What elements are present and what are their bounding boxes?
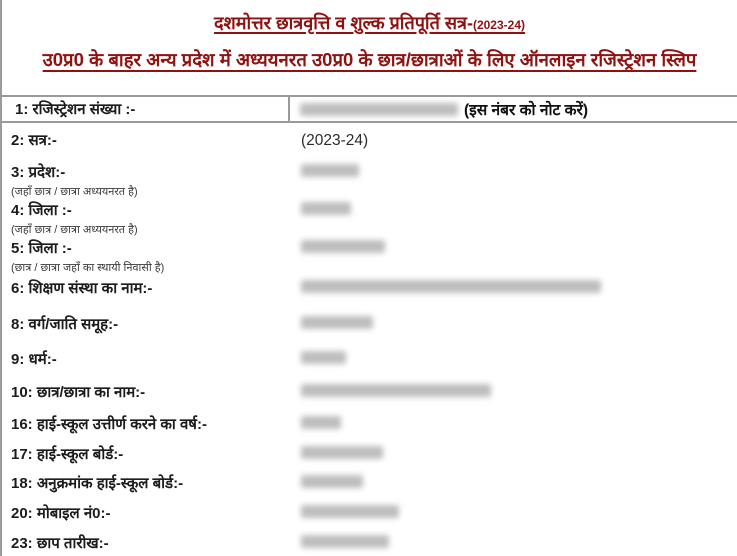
form-row-caste-group — [2, 307, 737, 342]
row-value — [290, 97, 737, 121]
row-label: 6: शिक्षण संस्था का नाम:- — [11, 280, 153, 297]
row-label: 5: जिला :- — [11, 240, 72, 257]
registration-note: (इस नंबर को नोट करें) — [464, 102, 589, 119]
redacted-value — [301, 240, 385, 253]
row-sublabel: (छात्र / छात्रा जहाँ का स्थायी निवासी है) — [11, 262, 165, 274]
row-label: 4: जिला :- — [11, 202, 72, 219]
row-sublabel: (जहाँ छात्र / छात्रा अध्ययनरत है) — [11, 224, 138, 236]
row-label: 8: वर्ग/जाति समूह:- — [11, 316, 119, 333]
title-session: (2023-24) — [472, 18, 525, 32]
row-sublabel: (जहाँ छात्र / छात्रा अध्ययनरत है) — [11, 186, 138, 198]
row-label: 20: मोबाइल नं0:- — [11, 505, 111, 522]
form-row-print-date — [2, 526, 737, 556]
redacted-value — [301, 384, 491, 397]
redacted-value — [301, 280, 601, 293]
form-row-religion — [2, 342, 737, 375]
form-row-mobile — [2, 496, 737, 526]
redacted-value — [300, 103, 458, 116]
form-row-highschool-board — [2, 437, 737, 466]
row-label: 18: अनुक्रमांक हाई-स्कूल बोर्ड:- — [11, 475, 184, 492]
form-row-district-home — [2, 231, 737, 274]
form-row-registration-number — [2, 95, 737, 123]
page-subtitle: उ0प्र0 के बाहर अन्य प्रदेश में अध्ययनरत उ0प्र0 के छात्र/छात्राओं के लिए ऑनलाइन रजिस्ट्रेशन स्लिप — [42, 49, 697, 70]
row-label: 16: हाई-स्कूल उत्तीर्ण करने का वर्ष:- — [11, 416, 207, 433]
row-label: 17: हाई-स्कूल बोर्ड:- — [11, 446, 124, 463]
redacted-value — [301, 416, 341, 429]
row-value: (2023-24) — [301, 132, 369, 149]
row-label: 1: रजिस्ट्रेशन संख्या :- — [2, 97, 290, 121]
page-header — [2, 0, 737, 95]
row-label: 3: प्रदेश:- — [11, 164, 66, 181]
form-row-institution — [2, 271, 737, 307]
row-label: 23: छाप तारीख:- — [11, 535, 109, 552]
redacted-value — [301, 535, 389, 548]
redacted-value — [301, 446, 383, 459]
form-row-highschool-year — [2, 407, 737, 437]
redacted-value — [301, 202, 351, 215]
redacted-value — [301, 164, 359, 177]
form-row-highschool-rollno — [2, 466, 737, 496]
redacted-value — [301, 351, 346, 364]
form-row-state — [2, 155, 737, 198]
redacted-value — [301, 505, 399, 518]
redacted-value — [301, 316, 373, 329]
title-text: दशमोत्तर छात्रवृत्ति व शुल्क प्रतिपूर्ति सत्र- — [214, 13, 473, 33]
redacted-value — [301, 475, 363, 488]
row-label: 2: सत्र:- — [11, 132, 57, 149]
form-row-student-name — [2, 375, 737, 407]
page-title — [2, 11, 737, 35]
row-label: 9: धर्म:- — [11, 351, 57, 368]
row-label: 10: छात्र/छात्रा का नाम:- — [11, 384, 146, 401]
form-row-session — [2, 123, 737, 155]
